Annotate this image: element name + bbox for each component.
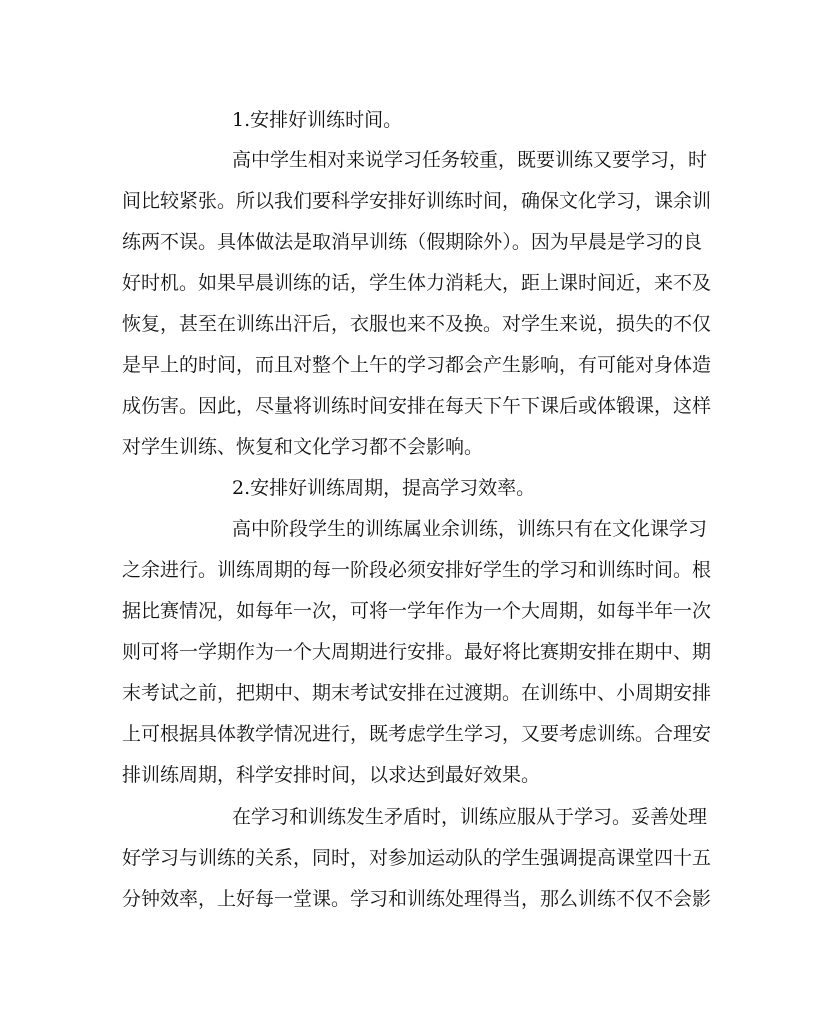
paragraph-line: 分钟效率，上好每一堂课。学习和训练处理得当，那么训练不仅不会影 <box>122 888 712 910</box>
paragraph-line: 练两不误。具体做法是取消早训练（假期除外）。因为早晨是学习的良 <box>122 231 702 253</box>
paragraph-line: 好学习与训练的关系，同时，对参加运动队的学生强调提高课堂四十五 <box>122 847 712 869</box>
paragraph-line: 是早上的时间，而且对整个上午的学习都会产生影响，有可能对身体造 <box>122 354 712 376</box>
paragraph-line: 末考试之前，把期中、期末考试安排在过渡期。在训练中、小周期安排 <box>122 682 712 704</box>
paragraph-line: 恢复，甚至在训练出汗后，衣服也来不及换。对学生来说，损失的不仅 <box>122 313 712 335</box>
paragraph-line: 在学习和训练发生矛盾时，训练应服从于学习。妥善处理 <box>232 806 708 828</box>
paragraph-line: 排训练周期，科学安排时间，以求达到最好效果。 <box>122 764 541 786</box>
paragraph-line: 成伤害。因此，尽量将训练时间安排在每天下午下课后或体锻课，这样 <box>122 395 712 417</box>
paragraph-line: 间比较紧张。所以我们要科学安排好训练时间，确保文化学习，课余训 <box>122 190 712 212</box>
section-heading-1: 1.安排好训练时间。 <box>232 109 403 131</box>
paragraph-line: 高中学生相对来说学习任务较重，既要训练又要学习，时 <box>232 149 708 171</box>
paragraph-line: 高中阶段学生的训练属业余训练，训练只有在文化课学习 <box>232 518 708 540</box>
section-heading-2: 2.安排好训练周期，提高学习效率。 <box>232 477 536 499</box>
paragraph-line: 据比赛情况，如每年一次，可将一学年作为一个大周期，如每半年一次 <box>122 600 712 622</box>
paragraph-line: 上可根据具体教学情况进行，既考虑学生学习，又要考虑训练。合理安 <box>122 723 712 745</box>
paragraph-line: 则可将一学期作为一个大周期进行安排。最好将比赛期安排在期中、期 <box>122 641 712 663</box>
paragraph-line: 对学生训练、恢复和文化学习都不会影响。 <box>122 436 484 458</box>
paragraph-line: 好时机。如果早晨训练的话，学生体力消耗大，距上课时间近，来不及 <box>122 272 712 294</box>
paragraph-line: 之余进行。训练周期的每一阶段必须安排好学生的学习和训练时间。根 <box>122 559 712 581</box>
